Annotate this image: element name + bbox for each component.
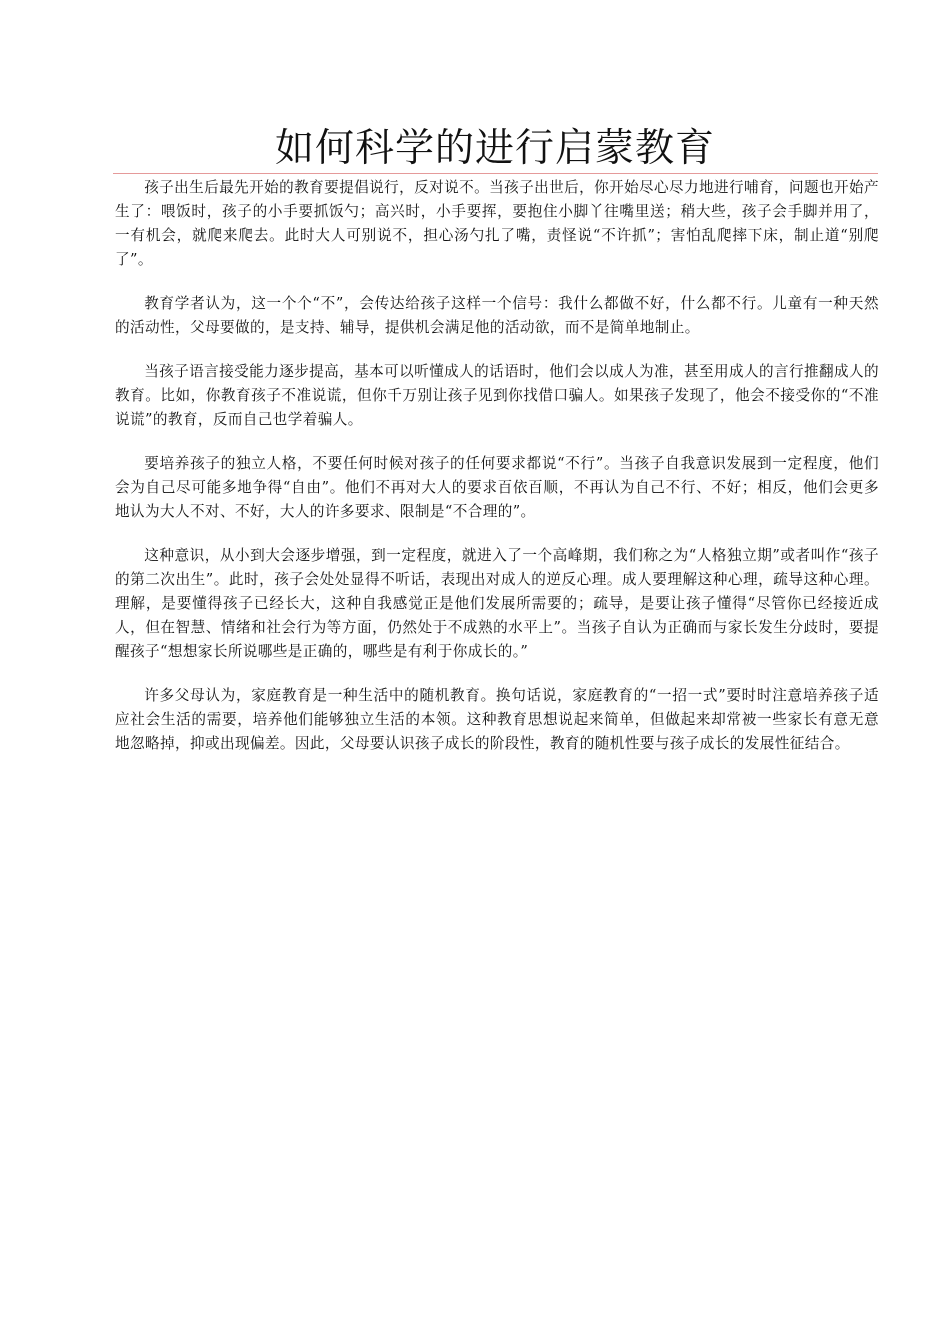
paragraph-2: 教育学者认为，这一个个“不”，会传达给孩子这样一个信号：我什么都做不好，什么都不行。儿童有一种天然的活动性，父母要做的，是支持、辅导，提供机会满足他的活动欲，而不是简单地制止。 [115, 295, 879, 336]
paragraph-6: 许多父母认为，家庭教育是一种生活中的随机教育。换句话说，家庭教育的“一招一式”要时时注意培养孩子适应社会生活的需要，培养他们能够独立生活的本领。这种教育思想说起来简单，但做起来却常被一些家长有意无意地忽略掉，抑或出现偏差。因此，父母要认识孩子成长的阶段性，教育的随机性要与孩子成长的发展性征结合。 [115, 687, 879, 752]
paragraph-4: 要培养孩子的独立人格，不要任何时候对孩子的任何要求都说“不行”。当孩子自我意识发展到一定程度，他们会为自己尽可能多地争得“自由”。他们不再对大人的要求百依百顺，不再认为自己不行、不好；相反，他们会更多地认为大人不对、不好，大人的许多要求、限制是“不合理的”。 [115, 455, 879, 520]
paragraph-3: 当孩子语言接受能力逐步提高，基本可以听懂成人的话语时，他们会以成人为准，甚至用成人的言行推翻成人的教育。比如，你教育孩子不准说谎，但你千万别让孩子见到你找借口骗人。如果孩子发现了，他会不接受你的“不准说谎”的教育，反而自己也学着骗人。 [115, 363, 879, 428]
document-title: 如何科学的进行启蒙教育 [274, 126, 715, 171]
paragraph-5: 这种意识，从小到大会逐步增强，到一定程度，就进入了一个高峰期，我们称之为“人格独立期”或者叫作“孩子的第二次出生”。此时，孩子会处处显得不听话，表现出对成人的逆反心理。成人要理解这种心理，疏导这种心理。理解，是要懂得孩子已经长大，这种自我感觉正是他们发展所需要的；疏导，是要让孩子懂得“尽管你已经接近成人，但在智慧、情绪和社会行为等方面，仍然处于不成熟的水平上”。当孩子自认为正确而与家长发生分歧时，要提醒孩子“想想家长所说哪些是正确的，哪些是有利于你成长的。” [115, 547, 879, 660]
document-body [115, 176, 879, 776]
paragraph-1: 孩子出生后最先开始的教育要提倡说行，反对说不。当孩子出世后，你开始尽心尽力地进行哺育，问题也开始产生了：喂饭时，孩子的小手要抓饭勺；高兴时，小手要挥，要抱住小脚丫往嘴里送；稍大些，孩子会手脚并用了，一有机会，就爬来爬去。此时大人可别说不，担心汤勺扎了嘴，责怪说“不许抓”；害怕乱爬摔下床，制止道“别爬了”。 [115, 179, 879, 268]
title-underline [113, 173, 878, 174]
